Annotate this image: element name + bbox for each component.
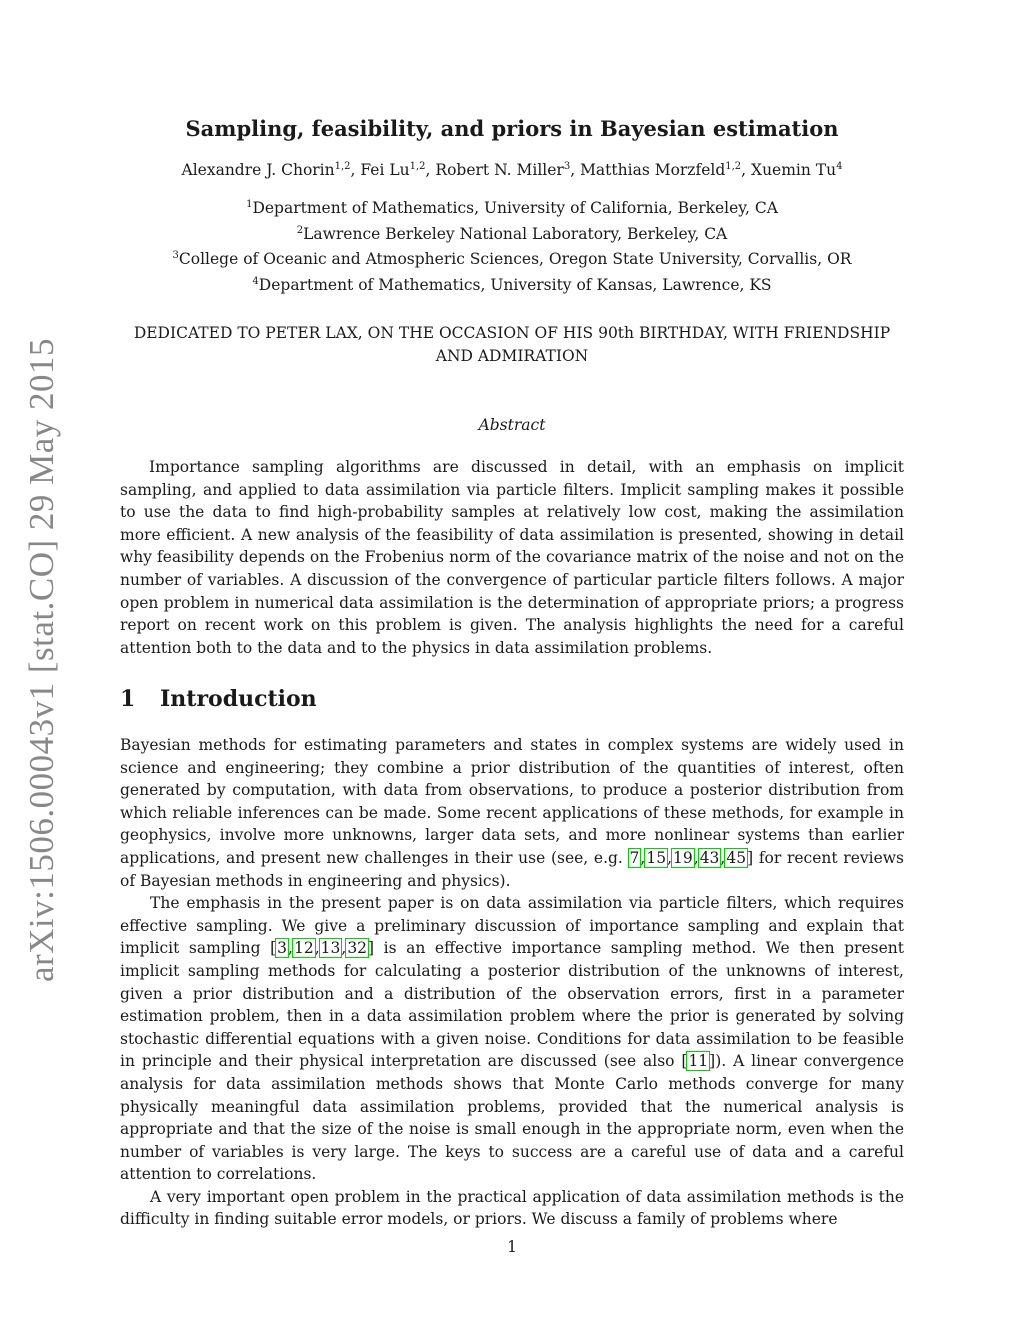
paper-title: Sampling, feasibility, and priors in Bayesian estimation xyxy=(185,116,839,141)
paragraph-text: ]). A linear convergence analysis for data assimilation methods shows that Monte Carlo methods converge for many physically meaningful data assimilation problems, provided that the numerical analysis is appropriate and that the size of the noise is small enough in the appropriate norm, even when the number of variables is very large. The keys to success are a careful use of data and a careful attention to correlations. xyxy=(120,1052,904,1184)
paragraph-text: , xyxy=(341,939,347,958)
paragraph xyxy=(120,892,904,1186)
affiliation-line xyxy=(0,194,1024,220)
paragraph-text: , xyxy=(640,848,646,867)
affiliation-mark: 4 xyxy=(252,275,259,287)
introduction-body xyxy=(120,734,904,1231)
paragraph xyxy=(120,734,904,892)
section-title: Introduction xyxy=(160,686,317,712)
citation-link[interactable]: 11 xyxy=(688,1052,709,1071)
dedication: DEDICATED TO PETER LAX, ON THE OCCASION OF HIS 90th BIRTHDAY, WITH FRIENDSHIP AND ADMIRATION xyxy=(133,324,891,365)
citation-link[interactable]: 32 xyxy=(347,939,368,958)
affiliation-text: Lawrence Berkeley National Laboratory, Berkeley, CA xyxy=(303,224,728,243)
author-affiliation-mark: 4 xyxy=(836,161,843,172)
paragraph-text: A very important open problem in the practical application of data assimilation methods is the difficulty in finding suitable error models, or priors. We discuss a family of problems where xyxy=(120,1187,904,1229)
paragraph-text: , xyxy=(288,939,293,958)
paragraph-text: ] is an effective importance sampling method. We then present implicit sampling methods for calculating a posterior distribution of the unknowns of interest, given a prior distribution and a distribution of the observation errors, first in a parameter estimation problem, then in a data assimilation problem where the prior is generated by solving stochastic differential equations with a given noise. Conditions for data assimilation to be feasible in principle and their physical interpretation are discussed (see also [ xyxy=(120,939,904,1071)
affiliation-line xyxy=(0,245,1024,271)
section-number: 1 xyxy=(120,686,136,712)
author-name: Matthias Morzfeld xyxy=(580,161,726,180)
citation-link[interactable]: 13 xyxy=(320,939,341,958)
section-heading xyxy=(120,686,317,712)
author-affiliation-mark: 1,2 xyxy=(409,161,426,172)
paragraph-text: , xyxy=(314,939,320,958)
page-number: 1 xyxy=(507,1238,517,1256)
citation-link[interactable]: 3 xyxy=(277,939,288,958)
author-affiliation-mark: 1,2 xyxy=(334,161,351,172)
citation-link[interactable]: 12 xyxy=(293,939,314,958)
author-name: Fei Lu xyxy=(360,161,410,180)
affiliation-text: College of Oceanic and Atmospheric Sciences, Oregon State University, Corvallis, OR xyxy=(178,250,852,269)
author-list xyxy=(0,161,1024,179)
affiliation-mark: 1 xyxy=(246,199,253,210)
author-name: Xuemin Tu xyxy=(751,161,837,180)
abstract-heading: Abstract xyxy=(478,416,546,434)
affiliation-mark: 3 xyxy=(172,250,179,262)
author-affiliation-mark: 1,2 xyxy=(725,161,742,172)
paragraph xyxy=(120,1186,904,1231)
arxiv-identifier: arXiv:1506.00043v1 [stat.CO] 29 May 2015 xyxy=(22,337,61,983)
paragraph-text: , xyxy=(667,848,673,867)
citation-link[interactable]: 19 xyxy=(673,848,693,867)
author-affiliation-mark: 3 xyxy=(563,161,571,172)
author-separator: , xyxy=(425,161,436,180)
author-separator: , xyxy=(570,161,581,180)
paragraph-text: ] for recent reviews of Bayesian methods in engineering and physics). xyxy=(120,848,904,890)
author-separator: , xyxy=(350,161,361,180)
affiliation-mark: 2 xyxy=(296,224,304,236)
affiliation-line xyxy=(0,271,1024,297)
citation-link[interactable]: 45 xyxy=(726,848,747,867)
paragraph-text: , xyxy=(720,848,726,867)
affiliation-list xyxy=(0,194,1024,297)
affiliation-text: Department of Mathematics, University of Kansas, Lawrence, KS xyxy=(258,276,772,295)
paragraph-text: , xyxy=(693,848,699,867)
affiliation-line xyxy=(0,220,1024,246)
citation-link[interactable]: 7 xyxy=(629,848,640,867)
citation-link[interactable]: 15 xyxy=(646,848,667,867)
author-name: Robert N. Miller xyxy=(435,161,564,180)
paragraph-text: Bayesian methods for estimating parameters and states in complex systems are widely used in science and engineering; they combine a prior distribution of the quantities of interest, often generated by computation, with data from observations, to produce a posterior distribution from which reliable inferences can be made. Some recent applications of these methods, for example in geophysics, involve more unknowns, larger data sets, and more nonlinear systems than earlier applications, and present new challenges in their use (see, e.g. xyxy=(120,736,904,867)
author-name: Alexandre J. Chorin xyxy=(181,161,335,180)
citation-link[interactable]: 43 xyxy=(699,848,720,867)
author-separator: , xyxy=(741,161,752,180)
paragraph-text: The emphasis in the present paper is on data assimilation via particle filters, which requires effective sampling. We give a preliminary discussion of importance sampling and explain that implicit sampling [ xyxy=(120,894,904,958)
affiliation-text: Department of Mathematics, University of California, Berkeley, CA xyxy=(252,199,778,218)
abstract-text: Importance sampling algorithms are discussed in detail, with an emphasis on implicit sampling, and applied to data assimilation via particle filters. Implicit sampling makes it possible to use the data to find high-probability samples at relatively low cost, making the assimilation more efficient. A new analysis of the feasibility of data assimilation is presented, showing in detail why feasibility depends on the Frobenius norm of the covariance matrix of the noise and not on the number of variables. A discussion of the convergence of particular particle filters follows. A major open problem in numerical data assimilation is the determination of appropriate priors; a progress report on recent work on this problem is given. The analysis highlights the need for a careful attention both to the data and to the physics in data assimilation problems. xyxy=(120,458,904,657)
